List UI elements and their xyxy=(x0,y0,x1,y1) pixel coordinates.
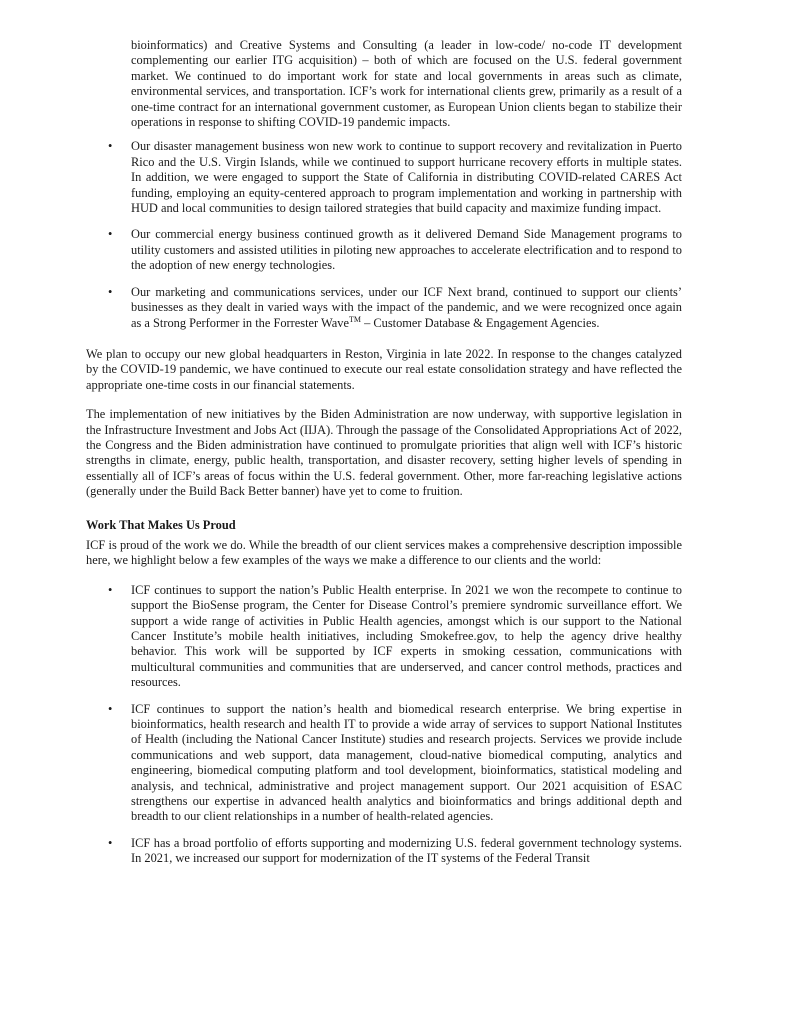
list-item-text: ICF continues to support the nation’s Public Health enterprise. In 2021 we won the recompete to continue to support the BioSense program, the Center for Disease Control’s premiere syndromic surveillance effort. We support a wide range of activities in Public Health agencies, amongst which is our support to the National Cancer Institute’s mobile health initiatives, including Smokefree.gov, to help the agency drive healthy behavior. This work will be supported by ICF experts in smoking cessation, communications with multicultural communities and communities that are underserved, and cancer control methods, practices and resources. xyxy=(131,582,682,690)
list-item xyxy=(86,836,682,867)
bullet-marker: • xyxy=(108,582,113,597)
paragraph-legislation: The implementation of new initiatives by the Biden Administration are now underway, with supportive legislation in the Infrastructure Investment and Jobs Act (IIJA). Through the passage of the Consolidated Appropriations Act of 2022, the Congress and the Biden administration have continued to promulgate priorities that align well with ICF’s historic strengths in climate, energy, public health, transportation, and disaster recovery, setting higher levels of spending in essentially all of ICF’s areas of focus within the U.S. federal government. Other, more far-reaching legislative actions (generally under the Build Back Better banner) have yet to come to fruition. xyxy=(86,407,682,499)
list-item-text: Our marketing and communications services, under our ICF Next brand, continued to support our clients’ businesses as they dealt in varied ways with the impact of the pandemic, and we were recognized once again as a Strong Performer in the Forrester Wave xyxy=(131,284,682,330)
bullet-marker: • xyxy=(108,139,113,154)
bullet-marker: • xyxy=(108,284,113,299)
list-item xyxy=(86,583,682,691)
list-item xyxy=(86,285,682,331)
trademark-superscript: TM xyxy=(348,314,361,324)
bottom-bullet-list xyxy=(86,583,682,867)
list-item-text: ICF continues to support the nation’s health and biomedical research enterprise. We bring expertise in bioinformatics, health research and health IT to provide a wide array of services to support National Institutes of Health (including the National Cancer Institute) studies and research projects. Services we provide include communications and web support, data management, cloud-native biomedical computing, analytics and engineering, biomedical computing platform and tool development, bioinformatics, statistical modeling and analysis, and technical, administrative and project management support. Our 2021 acquisition of ESAC strengthens our expertise in advanced health analytics and bioinformatics and brings additional depth and breadth to our client relationships in a number of health-related agencies. xyxy=(131,701,682,824)
list-item-text: Our commercial energy business continued growth as it delivered Demand Side Management programs to utility customers and assisted utilities in piloting new approaches to accelerate electrification and to respond to the adoption of new energy technologies. xyxy=(131,227,682,273)
bullet-marker: • xyxy=(108,701,113,716)
section-heading: Work That Makes Us Proud xyxy=(86,517,236,532)
intro-continuation: bioinformatics) and Creative Systems and Consulting (a leader in low-code/ no-code IT development complementing our earlier ITG acquisition) – both of which are focused on the U.S. federal government market. We continued to do important work for state and local governments in areas such as climate, environmental services, and transportation. ICF’s work for international clients grew, primarily as a result of a one-time contract for an international government customer, as European Union clients began to stabilize their operations in response to shifting COVID-19 pandemic impacts. xyxy=(131,38,682,130)
list-item xyxy=(86,139,682,216)
paragraph-headquarters: We plan to occupy our new global headquarters in Reston, Virginia in late 2022. In response to the changes catalyzed by the COVID-19 pandemic, we have continued to execute our real estate consolidation strategy and have reflected the appropriate one-time costs in our financial statements. xyxy=(86,346,682,392)
list-item-text: ICF has a broad portfolio of efforts supporting and modernizing U.S. federal government technology systems. In 2021, we increased our support for modernization of the IT systems of the Federal Transit xyxy=(131,835,682,866)
bullet-marker: • xyxy=(108,835,113,850)
top-bullet-list xyxy=(86,139,682,330)
list-item-text: – Customer Database & Engagement Agencies. xyxy=(360,315,600,330)
list-item xyxy=(86,702,682,825)
section-intro: ICF is proud of the work we do. While the breadth of our client services makes a comprehensive description impossible here, we highlight below a few examples of the ways we make a difference to our clients and the world: xyxy=(86,537,682,568)
list-item xyxy=(86,227,682,273)
document-page xyxy=(86,38,682,867)
list-item-text: Our disaster management business won new work to continue to support recovery and revitalization in Puerto Rico and the U.S. Virgin Islands, while we continued to support hurricane recovery efforts in multiple states. In addition, we were engaged to support the State of California in distributing COVID-related CARES Act funding, employing an equity-centered approach to program implementation and working in partnership with HUD and local communities to design tailored strategies that build capacity and maximize funding impact. xyxy=(131,139,682,216)
bullet-marker: • xyxy=(108,227,113,242)
